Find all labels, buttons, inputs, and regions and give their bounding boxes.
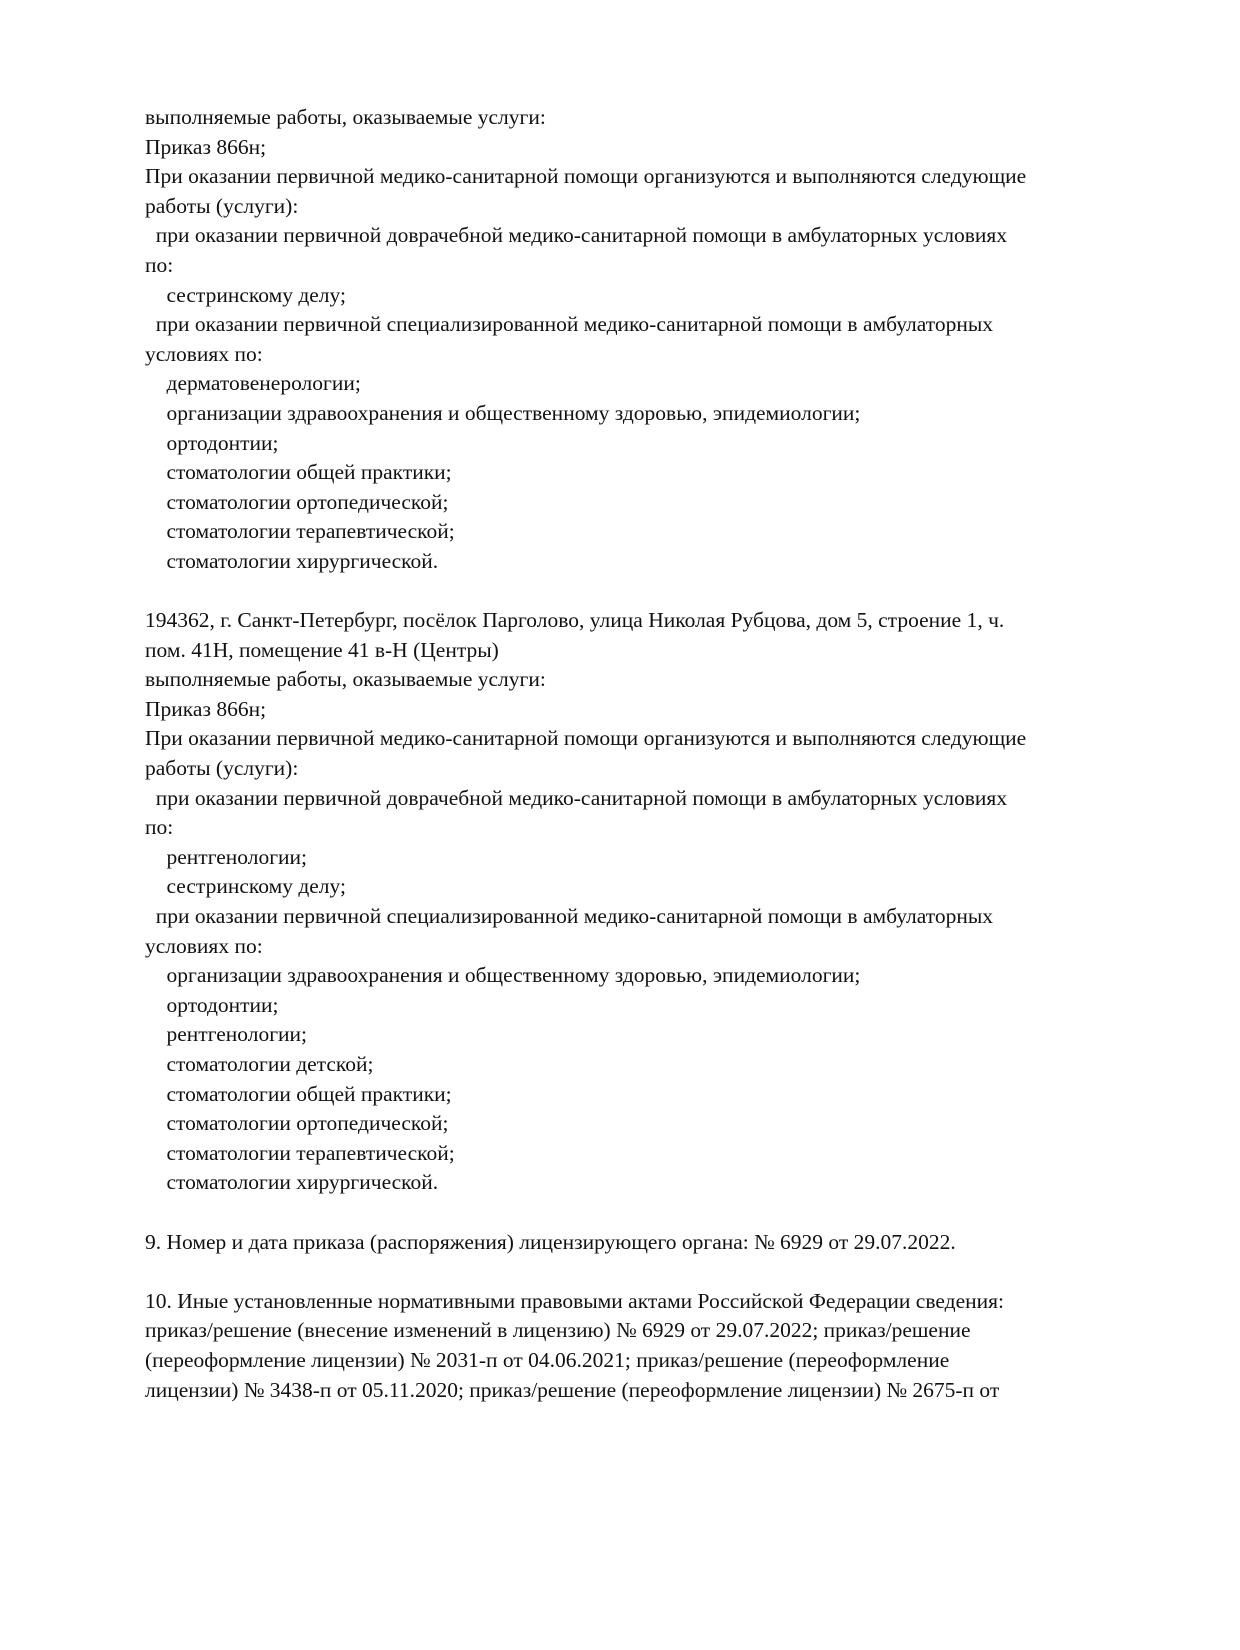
services-section-1 — [145, 103, 1145, 577]
order-number-section — [145, 1228, 1145, 1258]
list-item: дерматовенерологии; — [145, 371, 361, 396]
text-line: выполняемые работы, оказываемые услуги: — [145, 105, 546, 129]
list-item: сестринскому делу; — [145, 282, 346, 307]
text-line: условиях по: — [145, 933, 263, 958]
list-item: рентгенологии; — [145, 844, 308, 869]
list-item: стоматологии хирургической. — [145, 1170, 439, 1195]
text-line: (переоформление лицензии) № 2031-п от 04.06.2021; приказ/решение (переоформление — [145, 1347, 950, 1372]
text-line: При оказании первичной медико-санитарной помощи организуются и выполняются следующие — [145, 164, 1027, 189]
paragraph-spacer — [145, 577, 1145, 607]
address-line: 194362, г. Санкт-Петербург, посёлок Парголово, улица Николая Рубцова, дом 5, строение 1, ч. — [145, 608, 1005, 633]
text-line: условиях по: — [145, 341, 263, 366]
text-line: 10. Иные установленные нормативными правовыми актами Российской Федерации сведения: — [145, 1288, 1004, 1313]
list-item: стоматологии терапевтической; — [145, 1140, 455, 1165]
text-line: при оказании первичной доврачебной медико-санитарной помощи в амбулаторных условиях — [145, 223, 1008, 248]
list-item: стоматологии детской; — [145, 1052, 374, 1076]
list-item: стоматологии общей практики; — [145, 1081, 452, 1106]
list-item: стоматологии ортопедической; — [145, 489, 449, 514]
text-line: по: — [145, 815, 174, 840]
text-line: приказ/решение (внесение изменений в лицензию) № 6929 от 29.07.2022; приказ/решение — [145, 1318, 971, 1343]
list-item: стоматологии терапевтической; — [145, 519, 455, 544]
list-item: организации здравоохранения и общественному здоровью, эпидемиологии; — [145, 400, 861, 425]
text-line: выполняемые работы, оказываемые услуги: — [145, 667, 546, 692]
text-line: Приказ 866н; — [145, 696, 267, 721]
text-line: при оказании первичной специализированной медико-санитарной помощи в амбулаторных — [145, 904, 994, 929]
list-item: ортодонтии; — [145, 430, 279, 455]
list-item: стоматологии ортопедической; — [145, 1111, 449, 1136]
list-item: стоматологии хирургической. — [145, 548, 439, 573]
text-line: Приказ 866н; — [145, 134, 267, 159]
text-line: работы (услуги): — [145, 756, 299, 781]
paragraph-spacer — [145, 1257, 1145, 1287]
list-item: организации здравоохранения и общественному здоровью, эпидемиологии; — [145, 963, 861, 988]
text-line: 9. Номер и дата приказа (распоряжения) лицензирующего органа: № 6929 от 29.07.2022. — [145, 1229, 956, 1254]
text-line: При оказании первичной медико-санитарной помощи организуются и выполняются следующие — [145, 726, 1027, 751]
other-info-section — [145, 1287, 1145, 1405]
text-line: при оказании первичной доврачебной медико-санитарной помощи в амбулаторных условиях — [145, 785, 1008, 810]
list-item: рентгенологии; — [145, 1022, 308, 1047]
list-item: сестринскому делу; — [145, 874, 346, 899]
services-section-2 — [145, 606, 1145, 1198]
paragraph-spacer — [145, 1198, 1145, 1228]
document-page — [145, 103, 1145, 1405]
text-line: работы (услуги): — [145, 193, 299, 218]
list-item: стоматологии общей практики; — [145, 460, 452, 485]
text-line: при оказании первичной специализированной медико-санитарной помощи в амбулаторных — [145, 312, 994, 337]
text-line: по: — [145, 252, 174, 277]
address-line: пом. 41Н, помещение 41 в-Н (Центры) — [145, 637, 499, 662]
list-item: ортодонтии; — [145, 992, 279, 1017]
text-line: лицензии) № 3438-п от 05.11.2020; приказ/решение (переоформление лицензии) № 2675-п от — [145, 1377, 1000, 1402]
